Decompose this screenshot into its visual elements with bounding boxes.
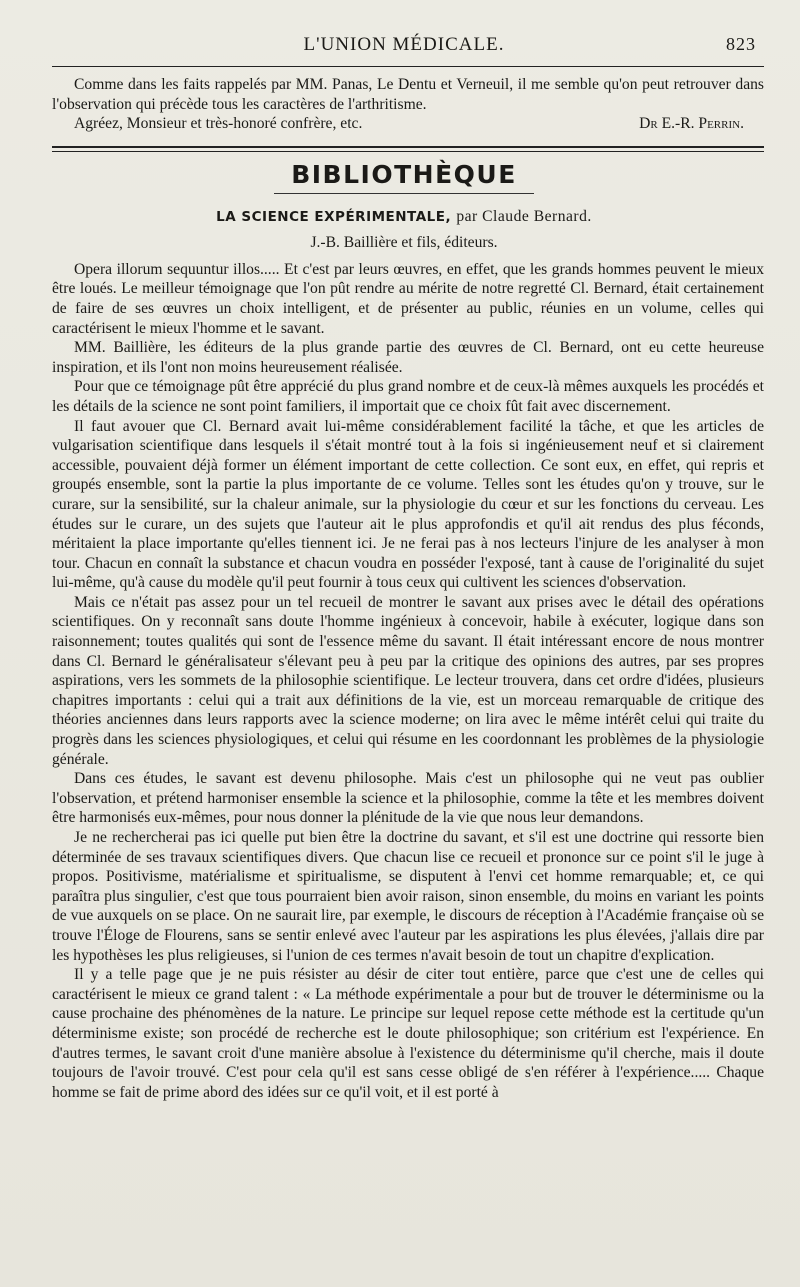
page-number: 823 <box>726 34 756 54</box>
paragraph: Mais ce n'était pas assez pour un tel recueil de montrer le savant aux prises avec le détail des opérations scientifiques. On y reconnaît sans doute l'homme ingénieux à concevoir, habile à exécuter, logique dans son raisonnement; toutes qualités qui sont de l'essence même du savant. Il était intéressant encore de nous montrer dans Cl. Bernard le généralisateur s'élevant peu à peu par la critique des opinions des autres, par ses propres aspirations, vers les sommets de la philosophie scientifique. Le lecteur trouvera, dans cet ordre d'idées, plusieurs chapitres importants : celui qui a trait aux définitions de la vie, est un morceau remarquable de critique des théories anciennes dans leurs rapports avec la science moderne; on lira avec le même intérêt celui qui traite du progrès dans les sciences physiologiques, et celui qui résume en les coordonnant les problèmes de la physiologie générale. <box>52 593 764 768</box>
salutation: Agréez, Monsieur et très-honoré confrère, etc. <box>74 115 363 133</box>
signature-line <box>52 114 764 134</box>
header-rule <box>52 66 764 67</box>
book-heading <box>44 208 764 226</box>
section-title-underline <box>274 193 534 194</box>
paragraph: Il y a telle page que je ne puis résister au désir de citer tout entière, parce que c'est une de celles qui caractérisent le mieux ce grand talent : « La méthode expérimentale a pour but de trouver le déterminisme ou la cause prochaine des phénomènes de la nature. Le principe sur lequel repose cette méthode est la certitude qu'un déterminisme existe; son procédé de recherche est le doute philosophique; son critérium est l'expérience. En d'autres termes, le savant croit d'une manière absolue à l'existence du déterminisme qu'il cherche, mais il doute toujours de l'avoir trouvé. C'est pour cela qu'il est sans cesse obligé de s'en référer à l'expérience..... Chaque homme se fait de prime abord des idées sur ce qu'il voit, et il est porté à <box>52 966 764 1101</box>
paragraph: Opera illorum sequuntur illos..... Et c'est par leurs œuvres, en effet, que les grands hommes peuvent le mieux être loués. Le meilleur témoignage que l'on pût rendre au mérite de notre regretté Cl. Bernard, était certainement de faire de ses œuvres un choix intelligent, et de présenter au public, réunies en un volume, celles qui caractérisent le mieux l'homme et le savant. <box>52 260 764 337</box>
paragraph: Il faut avouer que Cl. Bernard avait lui-même considérablement facilité la tâche, et que les articles de vulgarisation scientifique dans lesquels il s'était montré tout à la fois si ingénieusement neuf et si clairement accessible, pouvaient déjà former un élément important de cette collection. Ce sont eux, en effet, qui repris et groupés ensemble, sont la partie la plus importante de ce volume. Telles sont les études qu'on y trouve, sur le curare, sur la sensibilité, sur la chaleur animale, sur la physiologie du cœur et sur les fonctions du cerveau. Les études sur le curare, un des sujets que l'auteur ait le plus approfondis et qu'il ait rendus des plus féconds, méritaient la place importante qu'elles tiennent ici. Je ne ferai pas à nos lecteurs l'injure de les analyser à mon tour. Chacun en connaît la substance et chacun voudra en posséder l'exposé, tant à cause de l'originalité du sujet lui-même, qu'à cause du modèle qu'il peut fournir à tous ceux qui cultivent les sciences d'observation. <box>52 417 764 592</box>
book-title: LA SCIENCE EXPÉRIMENTALE, <box>216 208 452 225</box>
book-author: par Claude Bernard. <box>456 207 592 225</box>
page-header <box>44 28 764 58</box>
publisher: J.-B. Baillière et fils, éditeurs. <box>310 233 498 251</box>
paragraph: MM. Baillière, les éditeurs de la plus grande partie des œuvres de Cl. Bernard, ont eu cette heureuse inspiration, et ils l'ont non moins heureusement réalisée. <box>52 339 764 376</box>
section-divider <box>52 146 764 152</box>
closing-letter <box>44 75 764 134</box>
closing-paragraph: Comme dans les faits rappelés par MM. Panas, Le Dentu et Verneuil, il me semble qu'on peut retrouver dans l'observation qui précède tous les caractères de l'arthritisme. <box>52 76 764 113</box>
review-body <box>44 260 764 1103</box>
paragraph: Je ne rechercherai pas ici quelle put bien être la doctrine du savant, et s'il est une doctrine qui ressorte bien déterminée de ses travaux scientifiques divers. Que chacun lise ce recueil et prononce sur ce point s'il le juge à propos. Positivisme, matérialisme et spiritualisme, se disputent à l'envi cet homme remarquable; et, ce qui paraîtra plus singulier, c'est que tous pourraient bien avoir raison, sinon ensemble, du moins en variant les points de vue auxquels on se place. On ne saurait lire, par exemple, le discours de réception à l'Académie française où se trouve l'Éloge de Flourens, sans se sentir enlevé avec l'auteur par les aspirations les plus élevées, j'allais dire par les hypothèses les plus religieuses, si l'union de ces termes n'avait besoin de tout un chapitre d'explication. <box>52 829 764 964</box>
paragraph: Pour que ce témoignage pût être apprécié du plus grand nombre et de ceux-là mêmes auxquels les procédés et les détails de la science ne sont point familiers, il importait que ce choix fût fait avec discernement. <box>52 378 764 415</box>
paragraph: Dans ces études, le savant est devenu philosophe. Mais c'est un philosophe qui ne veut pas oublier l'observation, et prétend harmoniser ensemble la science et la philosophie, comme la tête et les membres doivent être harmonisés eux-mêmes, pour nous donner la plénitude de la vie que nous leur demandons. <box>52 770 764 827</box>
running-title: L'UNION MÉDICALE. <box>303 34 505 55</box>
signature: Dr E.-R. Perrin. <box>639 115 744 133</box>
section-title: BIBLIOTHÈQUE <box>291 159 517 189</box>
